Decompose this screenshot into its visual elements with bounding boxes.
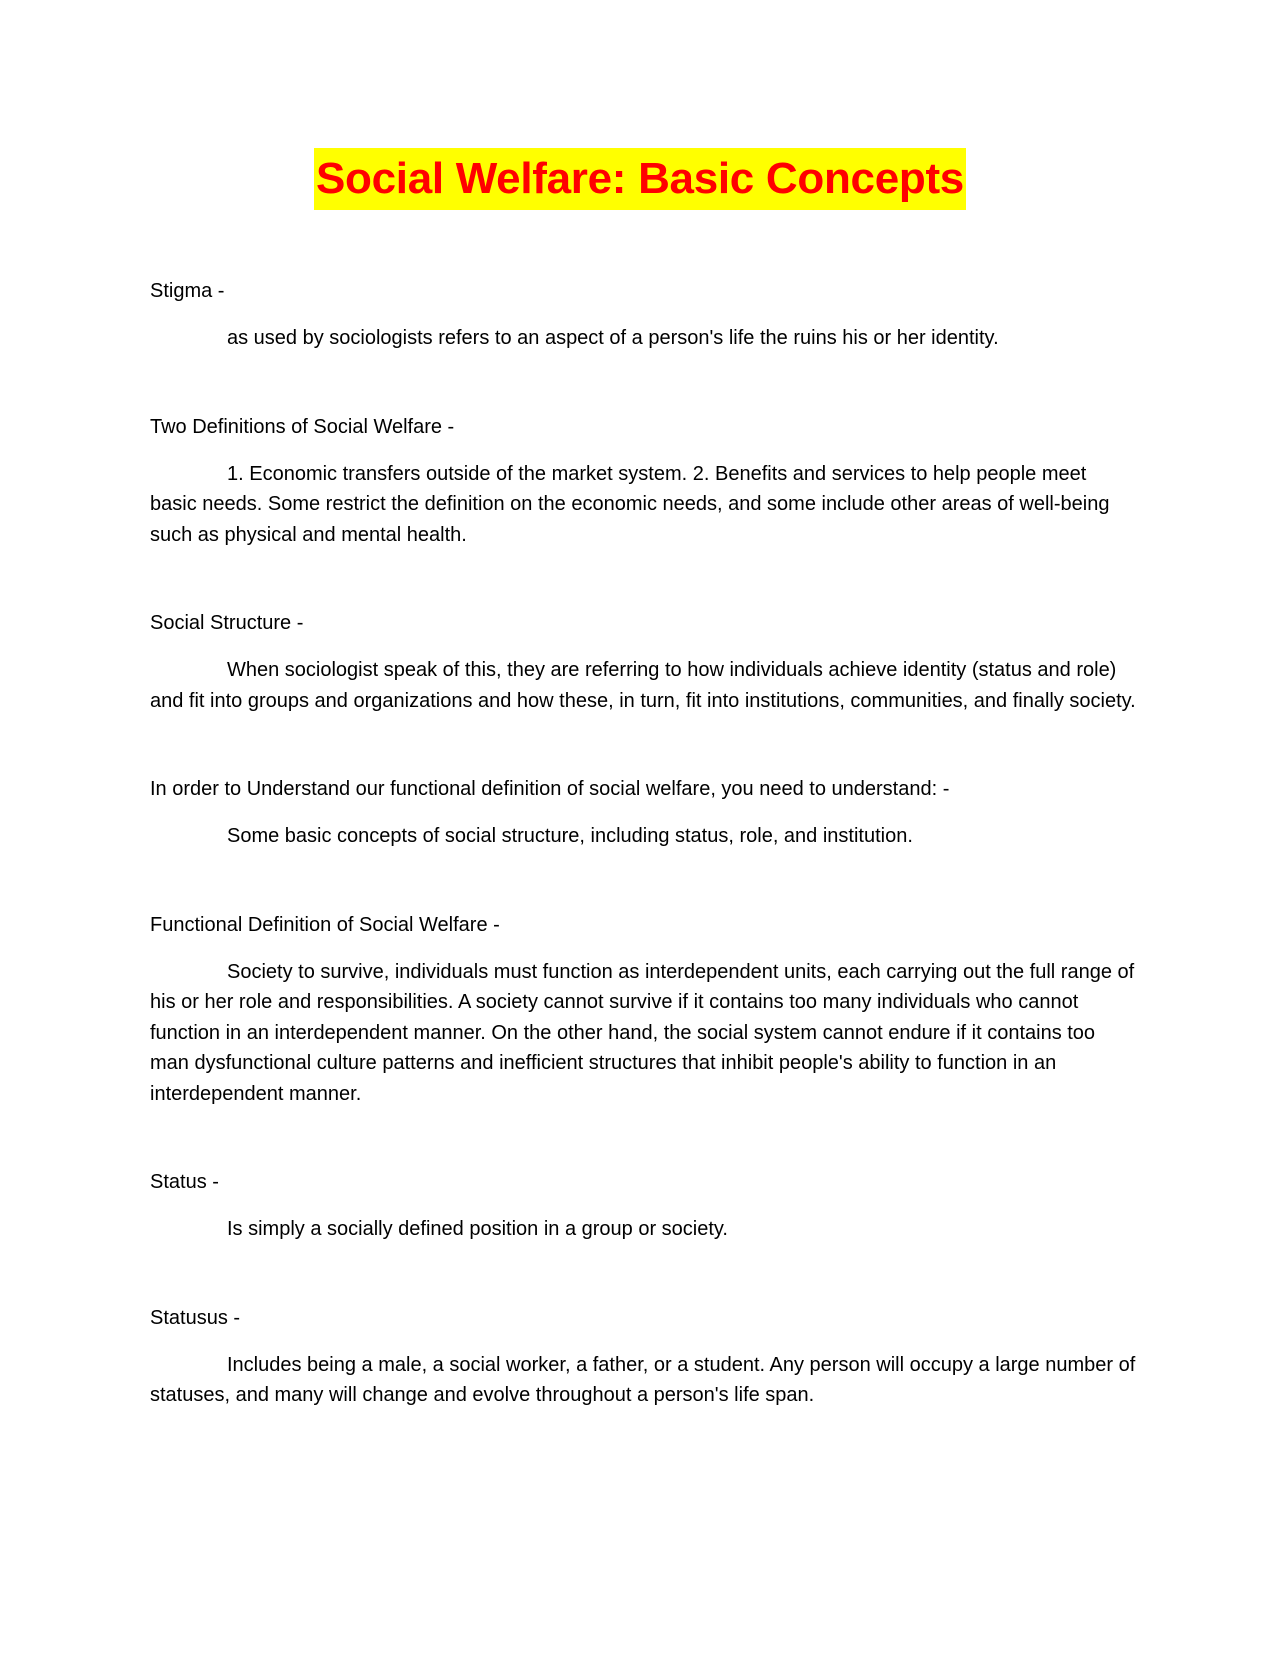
entry-definition: Society to survive, individuals must function as interdependent units, each carrying out the full range of his or her role and responsibilities. A society cannot survive if it contains too many individuals who cannot function in an interdependent manner. On the other hand, the social system cannot endure if it contains too man dysfunctional culture patterns and inefficient structures that inhibit people's ability to function in an interdependent manner. [150,960,1135,1105]
entry-term: In order to Understand our functional definition of social welfare, you need to understand: - [150,778,950,800]
entry-definition: Some basic concepts of social structure, including status, role, and institution. [227,825,913,847]
entry-term: Social Structure - [150,612,304,634]
entry-social-structure [150,608,1138,716]
entry-statusus [150,1303,1138,1411]
entry-status [150,1167,1138,1245]
entry-term: Status - [150,1171,219,1193]
entry-definition: Includes being a male, a social worker, a father, or a student. Any person will occupy a large number of statuses, and many will change and evolve throughout a person's life span. [150,1353,1136,1406]
entry-term: Two Definitions of Social Welfare - [150,415,455,438]
entry-term: Functional Definition of Social Welfare - [150,913,500,936]
entry-definition: When sociologist speak of this, they are referring to how individuals achieve identity (status and role) and fit into groups and organizations and how these, in turn, fit into institutions, communities, and finally society. [150,659,1136,712]
entry-functional-definition [150,910,1138,1110]
entry-term: Statusus - [150,1306,241,1329]
document-body [150,276,1138,1411]
entry-term: Stigma - [150,280,225,302]
title-container [0,148,1280,210]
entry-definition: Is simply a socially defined position in a group or society. [227,1218,728,1240]
entry-understand-functional-definition [150,774,1138,852]
document-title: Social Welfare: Basic Concepts [314,148,966,210]
entry-definition: 1. Economic transfers outside of the market system. 2. Benefits and services to help people meet basic needs. Some restrict the definition on the economic needs, and some include other areas of well-being such as physical and mental health. [150,462,1110,546]
entry-two-definitions [150,412,1138,551]
entry-stigma [150,276,1138,354]
entry-definition: as used by sociologists refers to an aspect of a person's life the ruins his or her identity. [227,327,999,349]
